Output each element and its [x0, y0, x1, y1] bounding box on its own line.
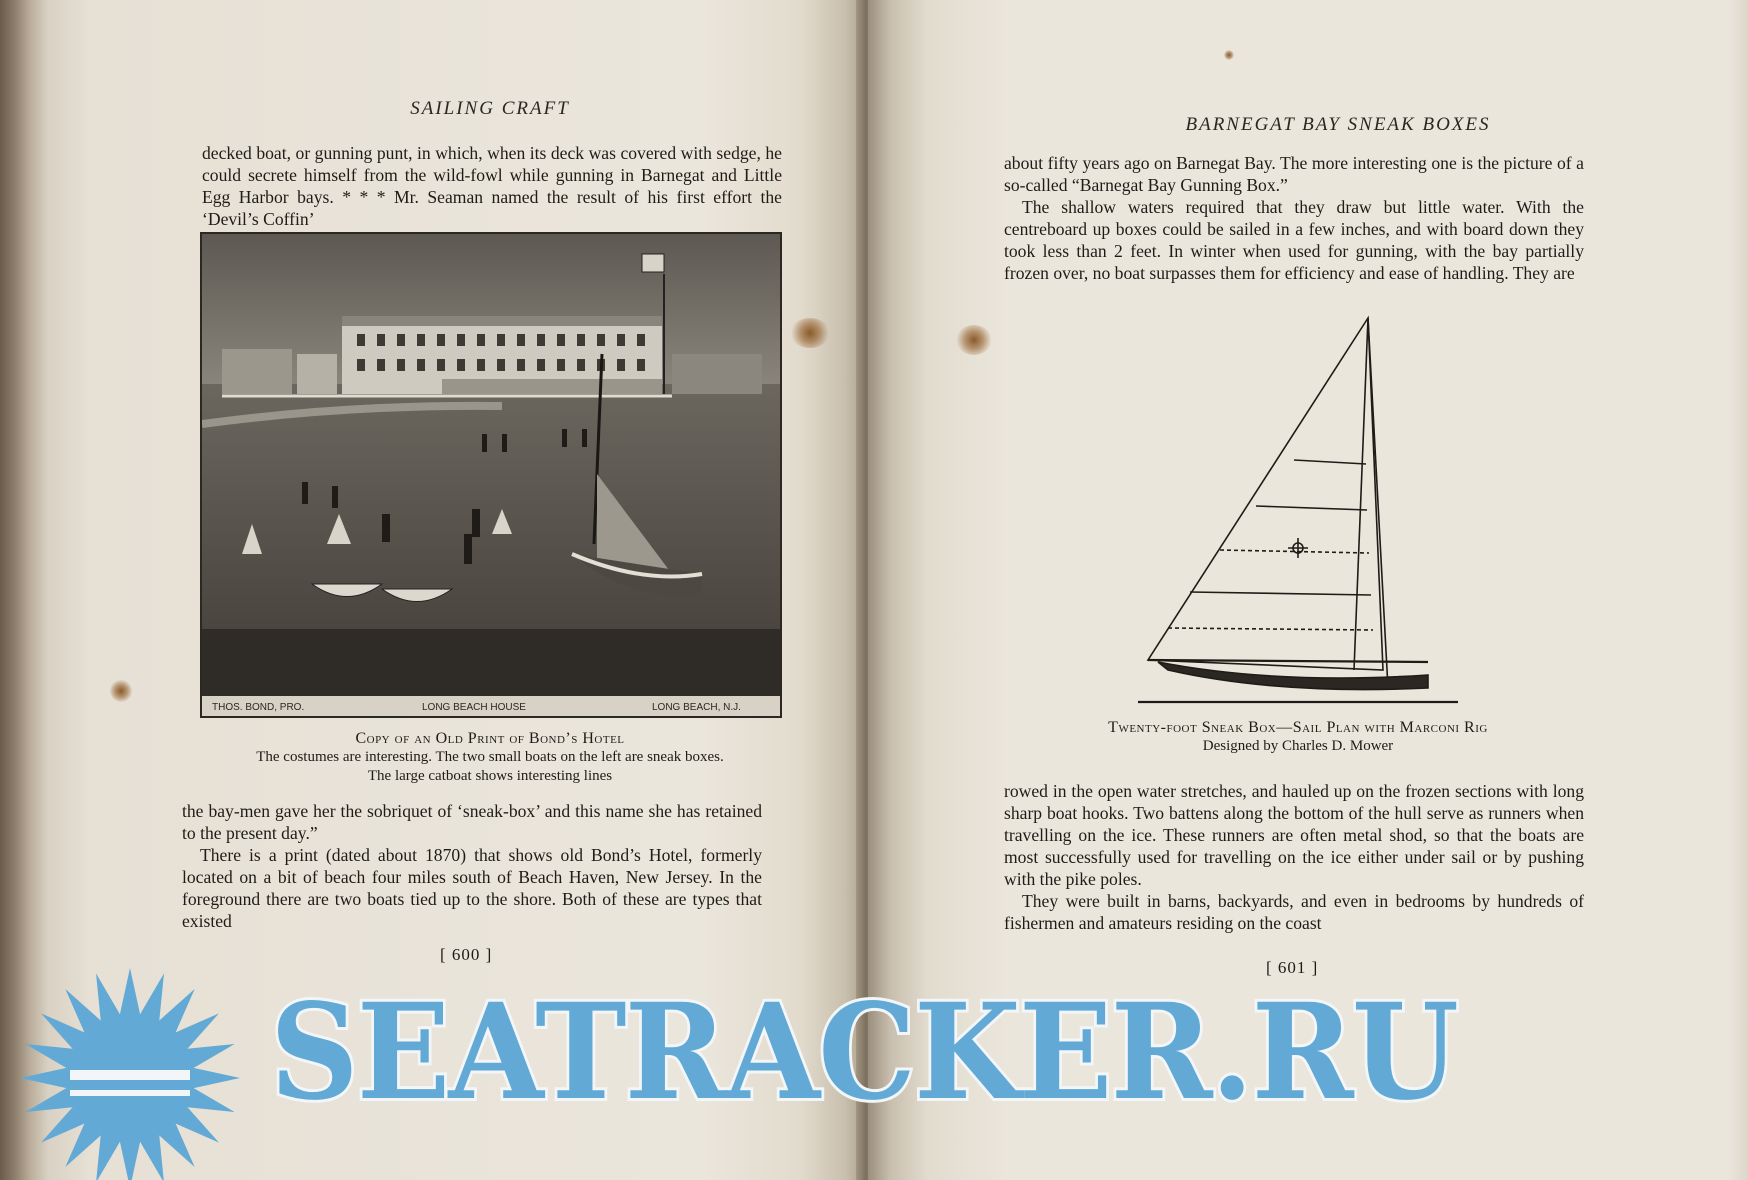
- houses-right: [672, 354, 762, 394]
- paragraph-text: about fifty years ago on Barnegat Bay. The more interesting one is the picture of a so-called “Barnegat Bay Gunning Box.”: [1004, 153, 1584, 195]
- mainsail: [1148, 318, 1383, 670]
- forestay: [1354, 318, 1368, 670]
- paragraph-mid-left: [182, 800, 762, 932]
- figure-caption-left: [180, 729, 800, 786]
- running-head-right: BARNEGAT BAY SNEAK BOXES: [1185, 114, 1491, 135]
- paragraph-text: decked boat, or gunning punt, in which, when its deck was covered with sedge, he could secrete himself from the wild-fowl while gunning in Barnegat and Little Egg Harbor bays. * * * Mr. Seaman named the result of his first effort the ‘Devil’s Coffin’: [202, 143, 782, 229]
- paragraph-text: They were built in barns, backyards, and even in bedrooms by hundreds of fishermen and amateurs residing on the coast: [1004, 891, 1584, 933]
- bonds-hotel-illustration: [202, 234, 780, 716]
- houses-left: [222, 349, 292, 394]
- credit-right: LONG BEACH, N.J.: [652, 702, 741, 713]
- folio-left: [ 600 ]: [440, 945, 493, 964]
- house-small: [297, 354, 337, 394]
- foxing-stain: [110, 680, 132, 702]
- caption-title: Copy of an Old Print of Bond’s Hotel: [355, 730, 625, 747]
- sail-plan-drawing: [1128, 310, 1568, 710]
- paragraph-top-right: [1004, 152, 1584, 284]
- caption-credit: Designed by Charles D. Mower: [1202, 738, 1394, 754]
- foxing-stain: [790, 318, 830, 348]
- caption-title: Twenty-foot Sneak Box—Sail Plan with Marconi Rig: [1108, 719, 1488, 736]
- paragraph-text: There is a print (dated about 1870) that shows old Bond’s Hotel, formerly located on a bit of beach four miles south of Beach Haven, New Jersey. In the foreground there are two boats tied up to the shore. Both of these are types that existed: [182, 845, 762, 931]
- foxing-stain: [956, 325, 992, 355]
- caption-line: The large catboat shows interesting lines: [367, 768, 613, 784]
- watermark-text: SEATRACKER.RU: [270, 975, 1457, 1130]
- folio-right: [ 601 ]: [1266, 958, 1319, 977]
- paragraph-bottom-right: [1004, 780, 1584, 934]
- flag: [642, 254, 664, 272]
- paragraph-text: the bay-men gave her the sobriquet of ‘sneak-box’ and this name she has retained to the present day.”: [182, 801, 762, 843]
- credit-left: THOS. BOND, PRO.: [212, 702, 305, 713]
- paragraph-text: rowed in the open water stretches, and hauled up on the frozen sections with long sharp boat hooks. Two battens along the bottom of the hull serve as runners when travelling on the ice. These runners are often metal shod, so that the boats are most successfully used for travelling on the ice either under sail or by pushing with the pike poles.: [1004, 781, 1584, 889]
- water: [202, 629, 780, 699]
- paragraph-text: The shallow waters required that they draw but little water. With the centreboard up boxes could be sailed in a few inches, and with board down they took less than 2 feet. In winter when used for gunning, with the bay partially frozen over, no boat surpasses them for efficiency and ease of handling. They are: [1004, 197, 1584, 283]
- credit-center: LONG BEACH HOUSE: [422, 702, 526, 713]
- running-head-left: SAILING CRAFT: [410, 98, 570, 119]
- bonds-hotel-print: [200, 232, 782, 718]
- foxing-stain: [1224, 50, 1234, 60]
- figure-caption-right: [988, 718, 1608, 756]
- paragraph-top-left: [202, 142, 782, 230]
- caption-line: The costumes are interesting. The two small boats on the left are sneak boxes.: [256, 749, 724, 765]
- hotel-building: [342, 316, 662, 394]
